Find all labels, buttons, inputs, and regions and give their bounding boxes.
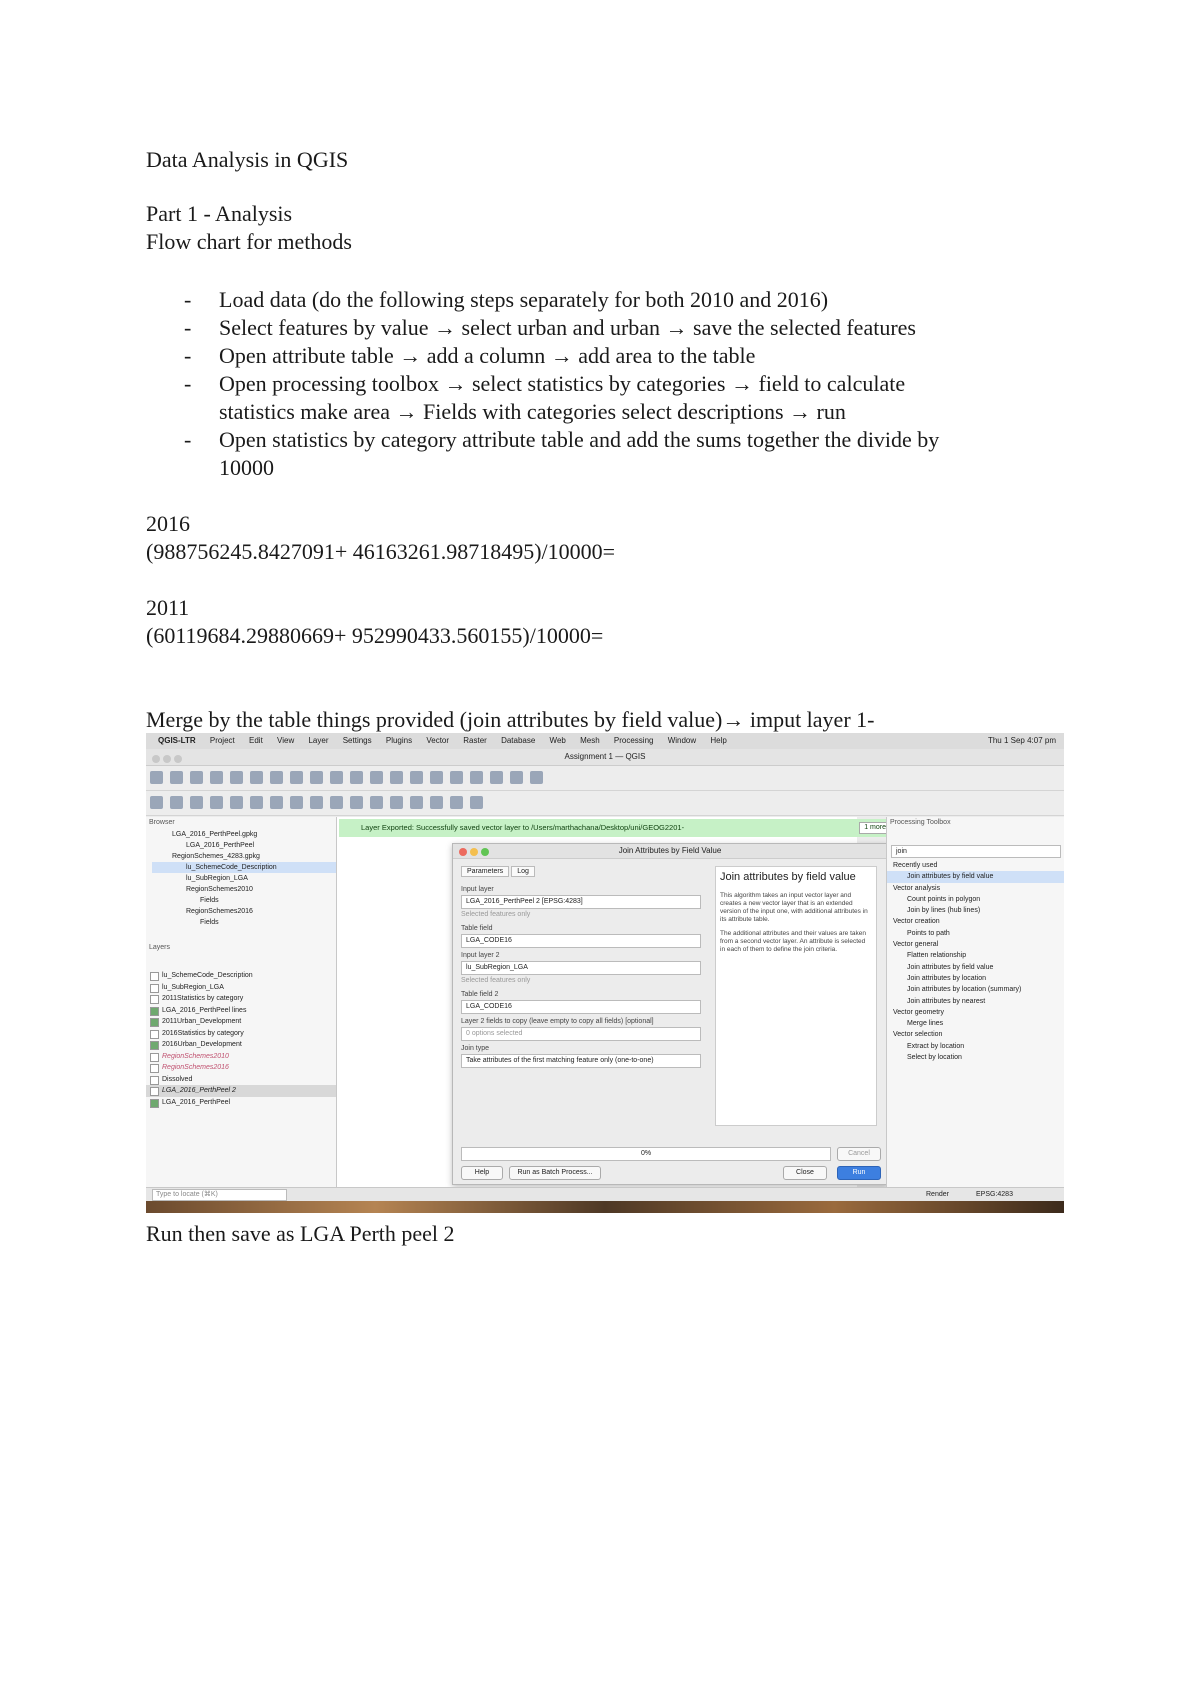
layer-item[interactable]: LGA_2016_PerthPeel 2 [146,1085,336,1097]
browser-item[interactable]: LGA_2016_PerthPeel [186,842,255,849]
toolbox-algorithm[interactable]: Merge lines [907,1020,944,1028]
layer-item[interactable]: 2016Urban_Development [146,1039,336,1051]
measure-icon[interactable] [490,771,503,784]
dialog-title: Join Attributes by Field Value [618,846,722,855]
layer-item[interactable]: 2011Urban_Development [146,1016,336,1028]
browser-tree [146,829,336,928]
secondary-toolbar [146,791,1064,816]
layer-item[interactable]: 2011Statistics by category [146,993,336,1005]
render-checkbox[interactable]: Render [926,1191,949,1198]
left-panels [146,817,337,1187]
save-project-icon[interactable] [190,771,203,784]
method-step: - Open statistics by category attribute table and add the sums together the divide by 10000 [184,427,940,480]
edit-pencil-icon[interactable] [230,796,243,809]
join-attributes-dialog [452,843,888,1185]
add-vector-icon[interactable] [170,796,183,809]
pan-selection-icon[interactable] [250,771,263,784]
redo-icon[interactable] [430,796,443,809]
menu-processing[interactable]: Processing [613,736,654,745]
cut-icon[interactable] [350,796,363,809]
label-icon[interactable] [450,796,463,809]
status-bar [146,1187,1064,1202]
dialog-tabs [461,866,537,877]
attribute-table-icon[interactable] [430,771,443,784]
menu-view[interactable]: View [277,736,295,745]
toolbox-algorithm[interactable]: Count points in polygon [907,895,981,903]
dialog-window-controls[interactable] [459,847,492,861]
merge-note: Merge by the table things provided (join attributes by field value)→ imput layer 1- [146,707,875,732]
help-paragraph: The additional attributes and their values are taken from a second vector layer. An attribute is selected in each of them to define the join criteria. [720,930,866,953]
toolbox-group[interactable]: Vector general [893,941,939,949]
processing-toolbox-panel [886,817,1064,1187]
toolbox-group[interactable]: Vector selection [893,1031,943,1039]
join-type-label: Join type [461,1045,490,1052]
menu-web[interactable]: Web [549,736,566,745]
message-bar [339,819,921,837]
flow-chart-subtitle: Flow chart for methods [146,229,352,254]
move-feature-icon[interactable] [290,796,303,809]
refresh-icon[interactable] [350,771,363,784]
method-step: - Select features by value → select urban and urban → save the selected features [184,315,916,340]
window-title: Assignment 1 — QGIS [564,752,646,761]
add-raster-icon[interactable] [190,796,203,809]
toolbox-algorithm[interactable]: Points to path [907,929,950,937]
qgis-screenshot [146,733,1064,1213]
paste-icon[interactable] [390,796,403,809]
method-step: - Open processing toolbox → select statistics by categories → field to calculate statistics make area → Fields with categories select descriptions → run [184,371,906,424]
help-title: Join attributes by field value [720,871,856,883]
progress-bar: 0% [461,1147,831,1161]
table-field-select[interactable]: LGA_CODE16 [461,934,701,948]
save-edits-icon[interactable] [250,796,263,809]
input-layer2-select[interactable]: lu_SubRegion_LGA [461,961,701,975]
toolbox-toolbar [887,829,1064,843]
selected-only-checkbox[interactable]: Selected features only [461,911,531,918]
new-project-icon[interactable] [150,771,163,784]
run-button[interactable]: Run [837,1166,881,1180]
copy-icon[interactable] [370,796,383,809]
python-icon[interactable] [470,796,483,809]
year-2016-label: 2016 [146,511,190,536]
layer-item[interactable]: RegionSchemes2016 [146,1062,336,1074]
select-icon[interactable] [390,771,403,784]
menu-database[interactable]: Database [501,736,536,745]
menu-project[interactable]: Project [209,736,235,745]
menu-raster[interactable]: Raster [463,736,487,745]
method-step: - Load data (do the following steps separately for both 2010 and 2016) [184,287,829,312]
toolbox-tree [887,860,1064,1063]
annotation-icon[interactable] [510,771,523,784]
parameters-form [461,882,701,1068]
method-step: - Open attribute table → add a column → add area to the table [184,343,756,368]
table-field-label: Table field [461,925,493,932]
undo-icon[interactable] [410,796,423,809]
toolbox-title: Processing Toolbox [890,819,951,826]
browser-item[interactable]: LGA_2016_PerthPeel.gpkg [172,831,258,838]
input-layer-label: Input layer [461,886,494,893]
part-heading: Part 1 - Analysis [146,201,293,226]
toolbox-algorithm[interactable]: Flatten relationship [907,952,967,960]
browser-item[interactable]: Fields [200,897,219,904]
help-paragraph: This algorithm takes an input vector layer and creates a new vector layer that is an extended version of the input one, with additional attributes in its attribute table. [720,892,868,923]
toolbox-group[interactable]: Vector analysis [893,884,941,892]
deselect-icon[interactable] [410,771,423,784]
menu-mesh[interactable]: Mesh [580,736,600,745]
message-text: Layer Exported: Successfully saved vector layer to /Users/marthachana/Desktop/uni/GEOG2201- [361,823,685,832]
zoom-full-icon[interactable] [310,771,323,784]
menubar-clock: Thu 1 Sep 4:07 pm [987,736,1056,745]
tab-log[interactable]: Log [511,866,535,877]
toolbox-group[interactable]: Vector geometry [893,1008,944,1016]
processing-icon[interactable] [530,771,543,784]
batch-process-button[interactable]: Run as Batch Process... [509,1166,601,1180]
toolbox-algorithm[interactable]: Join attributes by location [907,974,986,982]
toolbox-group[interactable]: Vector creation [893,918,940,926]
main-toolbar [146,766,1064,791]
browser-item[interactable]: RegionSchemes2016 [186,908,253,915]
statistics-icon[interactable] [450,771,463,784]
formula-2016: (988756245.8427091+ 46163261.98718495)/10000= [146,539,616,564]
browser-item[interactable]: RegionSchemes2010 [186,886,253,893]
layer-item[interactable]: LGA_2016_PerthPeel [146,1097,336,1109]
browser-item[interactable]: lu_SubRegion_LGA [186,875,248,882]
menu-vector[interactable]: Vector [426,736,450,745]
layers-panel-title: Layers [149,944,171,951]
dialog-titlebar [453,844,887,859]
toolbox-algorithm[interactable]: Join attributes by field value [887,871,1064,882]
browser-item[interactable]: Fields [200,919,219,926]
node-tool-icon[interactable] [310,796,323,809]
help-button[interactable]: Help [461,1166,503,1180]
open-project-icon[interactable] [170,771,183,784]
window-titlebar [146,749,1064,766]
document-title: Data Analysis in QGIS [146,147,349,172]
toolbox-algorithm[interactable]: Join attributes by location (summary) [907,986,1022,994]
toolbox-algorithm[interactable]: Join by lines (hub lines) [907,907,981,915]
formula-2011: (60119684.29880669+ 952990433.560155)/10000= [146,623,604,648]
digitize-icon[interactable] [210,796,223,809]
layer-item[interactable]: lu_SubRegion_LGA [146,982,336,994]
zoom-out-icon[interactable] [290,771,303,784]
menu-help[interactable]: Help [710,736,727,745]
toolbox-search-input[interactable]: join [891,845,1061,858]
method-steps-list [146,286,1046,482]
toolbox-algorithm[interactable]: Select by location [907,1054,962,1062]
menu-settings[interactable]: Settings [342,736,372,745]
add-layer-icon[interactable] [150,796,163,809]
selected-only2-checkbox[interactable]: Selected features only [461,977,531,984]
year-2011-label: 2011 [146,595,190,620]
layer-item[interactable]: RegionSchemes2010 [146,1051,336,1063]
input-layer-select[interactable]: LGA_2016_PerthPeel 2 [EPSG:4283] [461,895,701,909]
browser-panel-title: Browser [149,819,175,826]
cancel-button[interactable]: Cancel [837,1147,881,1161]
field-calculator-icon[interactable] [470,771,483,784]
menu-window[interactable]: Window [667,736,697,745]
crs-button[interactable]: EPSG:4283 [976,1191,1013,1198]
algorithm-help-panel [715,866,877,1126]
add-feature-icon[interactable] [270,796,283,809]
toolbox-algorithm[interactable]: Join attributes by nearest [907,997,986,1005]
tab-parameters[interactable]: Parameters [461,866,509,877]
layer-item[interactable]: 2016Statistics by category [146,1028,336,1040]
layers-toolbar [146,954,336,970]
toolbox-algorithm[interactable]: Extract by location [907,1042,965,1050]
pan-icon[interactable] [230,771,243,784]
toolbox-group[interactable]: Recently used [893,862,938,869]
menu-edit[interactable]: Edit [249,736,263,745]
layer-item[interactable]: lu_SchemeCode_Description [146,970,336,982]
layer-item[interactable]: LGA_2016_PerthPeel lines [146,1005,336,1017]
copy-fields-label: Layer 2 fields to copy (leave empty to copy all fields) [optional] [461,1018,654,1025]
table-field2-select[interactable]: LGA_CODE16 [461,1000,701,1014]
copy-fields-select[interactable]: 0 options selected [461,1027,701,1041]
delete-feature-icon[interactable] [330,796,343,809]
layers-list [146,970,336,1108]
browser-item[interactable]: RegionSchemes_4283.gpkg [172,853,260,860]
locator-input[interactable]: Type to locate (⌘K) [152,1189,287,1201]
table-field2-label: Table field 2 [461,991,499,998]
identify-icon[interactable] [370,771,383,784]
mac-menubar [146,733,1064,749]
menu-layer[interactable]: Layer [308,736,329,745]
zoom-in-icon[interactable] [270,771,283,784]
close-button[interactable]: Close [783,1166,827,1180]
menu-app[interactable]: QGIS-LTR [158,736,196,745]
layer-item[interactable]: Dissolved [146,1074,336,1086]
zoom-layer-icon[interactable] [330,771,343,784]
browser-item[interactable]: lu_SchemeCode_Description [152,862,336,873]
footer-note: Run then save as LGA Perth peel 2 [146,1221,455,1246]
message-more-button[interactable]: 1 more [859,822,891,834]
print-layout-icon[interactable] [210,771,223,784]
join-type-select[interactable]: Take attributes of the first matching feature only (one-to-one) [461,1054,701,1068]
menu-plugins[interactable]: Plugins [385,736,413,745]
input-layer2-label: Input layer 2 [461,952,500,959]
desktop-dock-strip [146,1201,1064,1213]
toolbox-algorithm[interactable]: Join attributes by field value [907,963,994,971]
